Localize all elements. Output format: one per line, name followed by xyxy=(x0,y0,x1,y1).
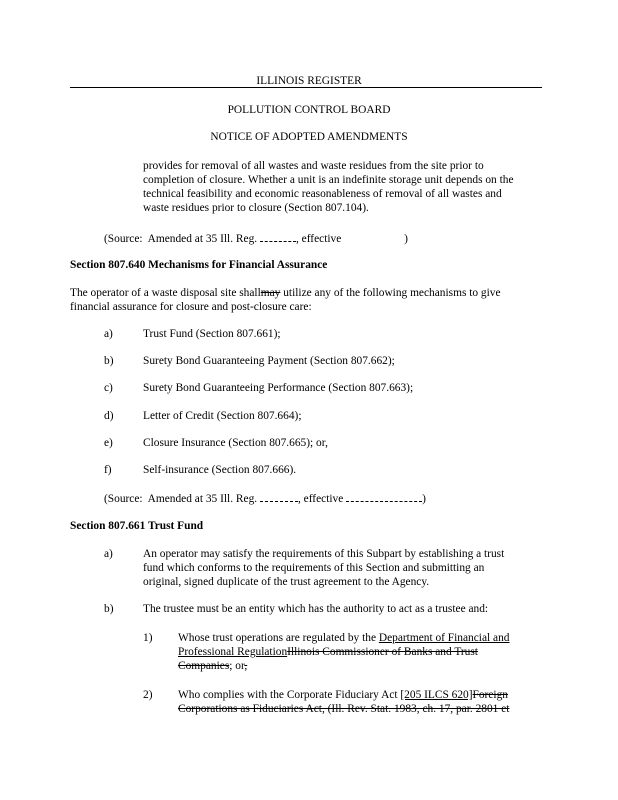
continuation-line: technical feasibility and economic reasonableness of removal of all wastes and xyxy=(143,188,502,200)
subsection-b-text: The trustee must be an entity which has the authority to act as a trustee and: xyxy=(143,603,489,615)
notice-title: NOTICE OF ADOPTED AMENDMENTS xyxy=(210,131,408,143)
section-661-heading: Section 807.661 Trust Fund xyxy=(70,520,204,532)
list-item-label: c) xyxy=(104,382,113,394)
subsection-a-line: An operator may satisfy the requirements of this Subpart by establishing a trust xyxy=(143,548,505,560)
sub2-text-run: Who complies with the Corporate Fiduciary Act xyxy=(178,689,401,701)
list-item-label: b) xyxy=(104,355,114,367)
source-middle: , effective xyxy=(297,493,347,505)
source-middle: , effective xyxy=(295,233,345,245)
header-rule xyxy=(70,87,542,88)
sub2-label: 2) xyxy=(143,689,153,701)
continuation-paragraph xyxy=(143,159,553,215)
list-item-text: Letter of Credit (Section 807.664); xyxy=(143,410,302,422)
sub1-text-run: ; or xyxy=(229,660,245,672)
source-prefix: (Source: Amended at 35 Ill. Reg. xyxy=(104,233,260,245)
subsection-a-line: original, signed duplicate of the trust agreement to the Agency. xyxy=(143,576,430,588)
list-item-text: Closure Insurance (Section 807.665); or, xyxy=(143,437,328,449)
sub2-struck-text: Foreign xyxy=(472,689,508,701)
subsection-a-text xyxy=(143,547,543,589)
sub1-inserted-text: Professional Regulation xyxy=(178,646,288,658)
intro-text: The operator of a waste disposal site shall xyxy=(70,287,261,299)
source-end: ) xyxy=(404,233,408,245)
list-item-text: Self-insurance (Section 807.666). xyxy=(143,464,297,476)
source-end: ) xyxy=(422,493,426,505)
list-item-text: Trust Fund (Section 807.661); xyxy=(143,328,281,340)
list-item-label: d) xyxy=(104,410,114,422)
list-item-label: a) xyxy=(104,328,113,340)
source-note-1 xyxy=(104,231,408,246)
subsection-a-line: fund which conforms to the requirements of this Section and submitting an xyxy=(143,562,485,574)
source-note-2 xyxy=(104,491,426,506)
section-640-intro xyxy=(70,286,545,314)
list-item-text: Surety Bond Guaranteeing Performance (Section 807.663); xyxy=(143,382,414,394)
section-640-heading: Section 807.640 Mechanisms for Financial Assurance xyxy=(70,259,328,271)
source-blank xyxy=(344,232,404,242)
sub1-text xyxy=(178,631,548,673)
sub1-struck-text: Companies xyxy=(178,660,230,672)
list-item-text: Surety Bond Guaranteeing Payment (Section 807.662); xyxy=(143,355,395,367)
intro-text: financial assurance for closure and post-closure care: xyxy=(70,301,312,313)
list-item-label: e) xyxy=(104,437,113,449)
sub2-struck-text: Corporations as Fiduciaries Act, (Ill. Rev. Stat. 1983, ch. 17, par. 2801 et xyxy=(178,703,510,715)
continuation-line: provides for removal of all wastes and waste residues from the site prior to xyxy=(143,160,484,172)
sub1-label: 1) xyxy=(143,632,153,644)
sub1-struck-text: , xyxy=(244,660,248,672)
intro-struck-text: may xyxy=(260,287,281,299)
sub2-inserted-text: [205 ILCS 620] xyxy=(400,689,473,701)
sub1-struck-text: Illinois Commissioner of Banks and Trust xyxy=(287,646,478,658)
continuation-line: waste residues prior to closure (Section 807.104). xyxy=(143,202,369,214)
source-blank xyxy=(260,231,296,242)
intro-text: utilize any of the following mechanisms to give xyxy=(280,287,501,299)
sub2-text xyxy=(178,688,548,716)
source-blank xyxy=(260,491,298,502)
register-title: ILLINOIS REGISTER xyxy=(256,75,362,87)
source-prefix: (Source: Amended at 35 Ill. Reg. xyxy=(104,493,260,505)
sub1-text-run: Whose trust operations are regulated by the xyxy=(178,632,379,644)
continuation-line: completion of closure. Whether a unit is an indefinite storage unit depends on the xyxy=(143,174,514,186)
source-blank xyxy=(346,491,422,502)
subsection-b-label: b) xyxy=(104,603,114,615)
list-item-label: f) xyxy=(104,464,112,476)
subsection-a-label: a) xyxy=(104,548,113,560)
sub1-inserted-text: Department of Financial and xyxy=(378,632,510,644)
board-title: POLLUTION CONTROL BOARD xyxy=(227,104,391,116)
